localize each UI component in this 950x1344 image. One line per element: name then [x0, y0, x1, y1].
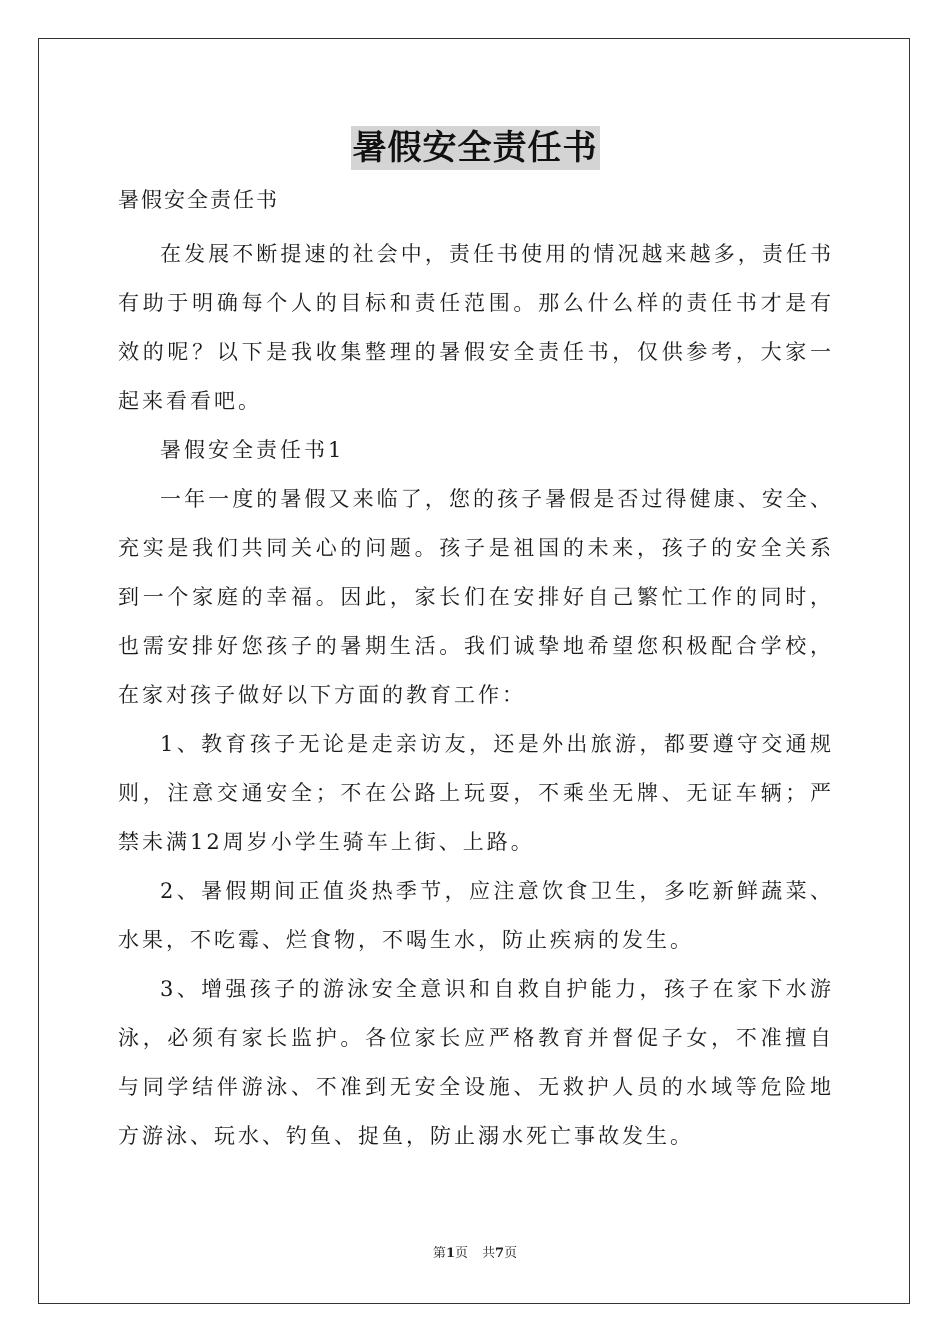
page-suffix: 页	[454, 1246, 468, 1261]
body-paragraph: 一年一度的暑假又来临了，您的孩子暑假是否过得健康、安全、充实是我们共同关心的问题。孩子是祖国的未来，孩子的安全关系到一个家庭的幸福。因此，家长们在安排好自己繁忙工作的同时，也需安排好您孩子的暑期生活。我们诚挚地希望您积极配合学校，在家对孩子做好以下方面的教育工作：	[118, 487, 834, 707]
document-subtitle: 暑假安全责任书	[118, 188, 279, 212]
total-suffix: 页	[504, 1246, 518, 1261]
total-prefix: 共	[482, 1246, 496, 1261]
list-item-2: 2、暑假期间正值炎热季节，应注意饮食卫生，多吃新鲜蔬菜、水果，不吃霉、烂食物，不喝生水，防止疾病的发生。	[118, 879, 834, 952]
list-item-3: 3、增强孩子的游泳安全意识和自救自护能力，孩子在家下水游泳，必须有家长监护。各位家长应严格教育并督促子女，不准擅自与同学结伴游泳、不准到无安全设施、无救护人员的水域等危险地方游泳、玩水、钓鱼、捉鱼，防止溺水死亡事故发生。	[118, 977, 834, 1148]
document-title: 暑假安全责任书	[352, 128, 598, 168]
current-page-number: 1	[445, 1246, 455, 1261]
page-footer	[0, 1245, 950, 1263]
section-heading: 暑假安全责任书1	[160, 438, 345, 462]
document-body	[118, 230, 834, 1161]
page-prefix: 第	[432, 1246, 446, 1261]
title-container	[0, 126, 950, 170]
total-page-number: 7	[495, 1246, 505, 1261]
list-item-1: 1、教育孩子无论是走亲访友，还是外出旅游，都要遵守交通规则，注意交通安全；不在公路上玩耍，不乘坐无牌、无证车辆；严禁未满12周岁小学生骑车上街、上路。	[118, 732, 834, 854]
intro-paragraph: 在发展不断提速的社会中，责任书使用的情况越来越多，责任书有助于明确每个人的目标和责任范围。那么什么样的责任书才是有效的呢？以下是我收集整理的暑假安全责任书，仅供参考，大家一起来看看吧。	[118, 242, 834, 413]
